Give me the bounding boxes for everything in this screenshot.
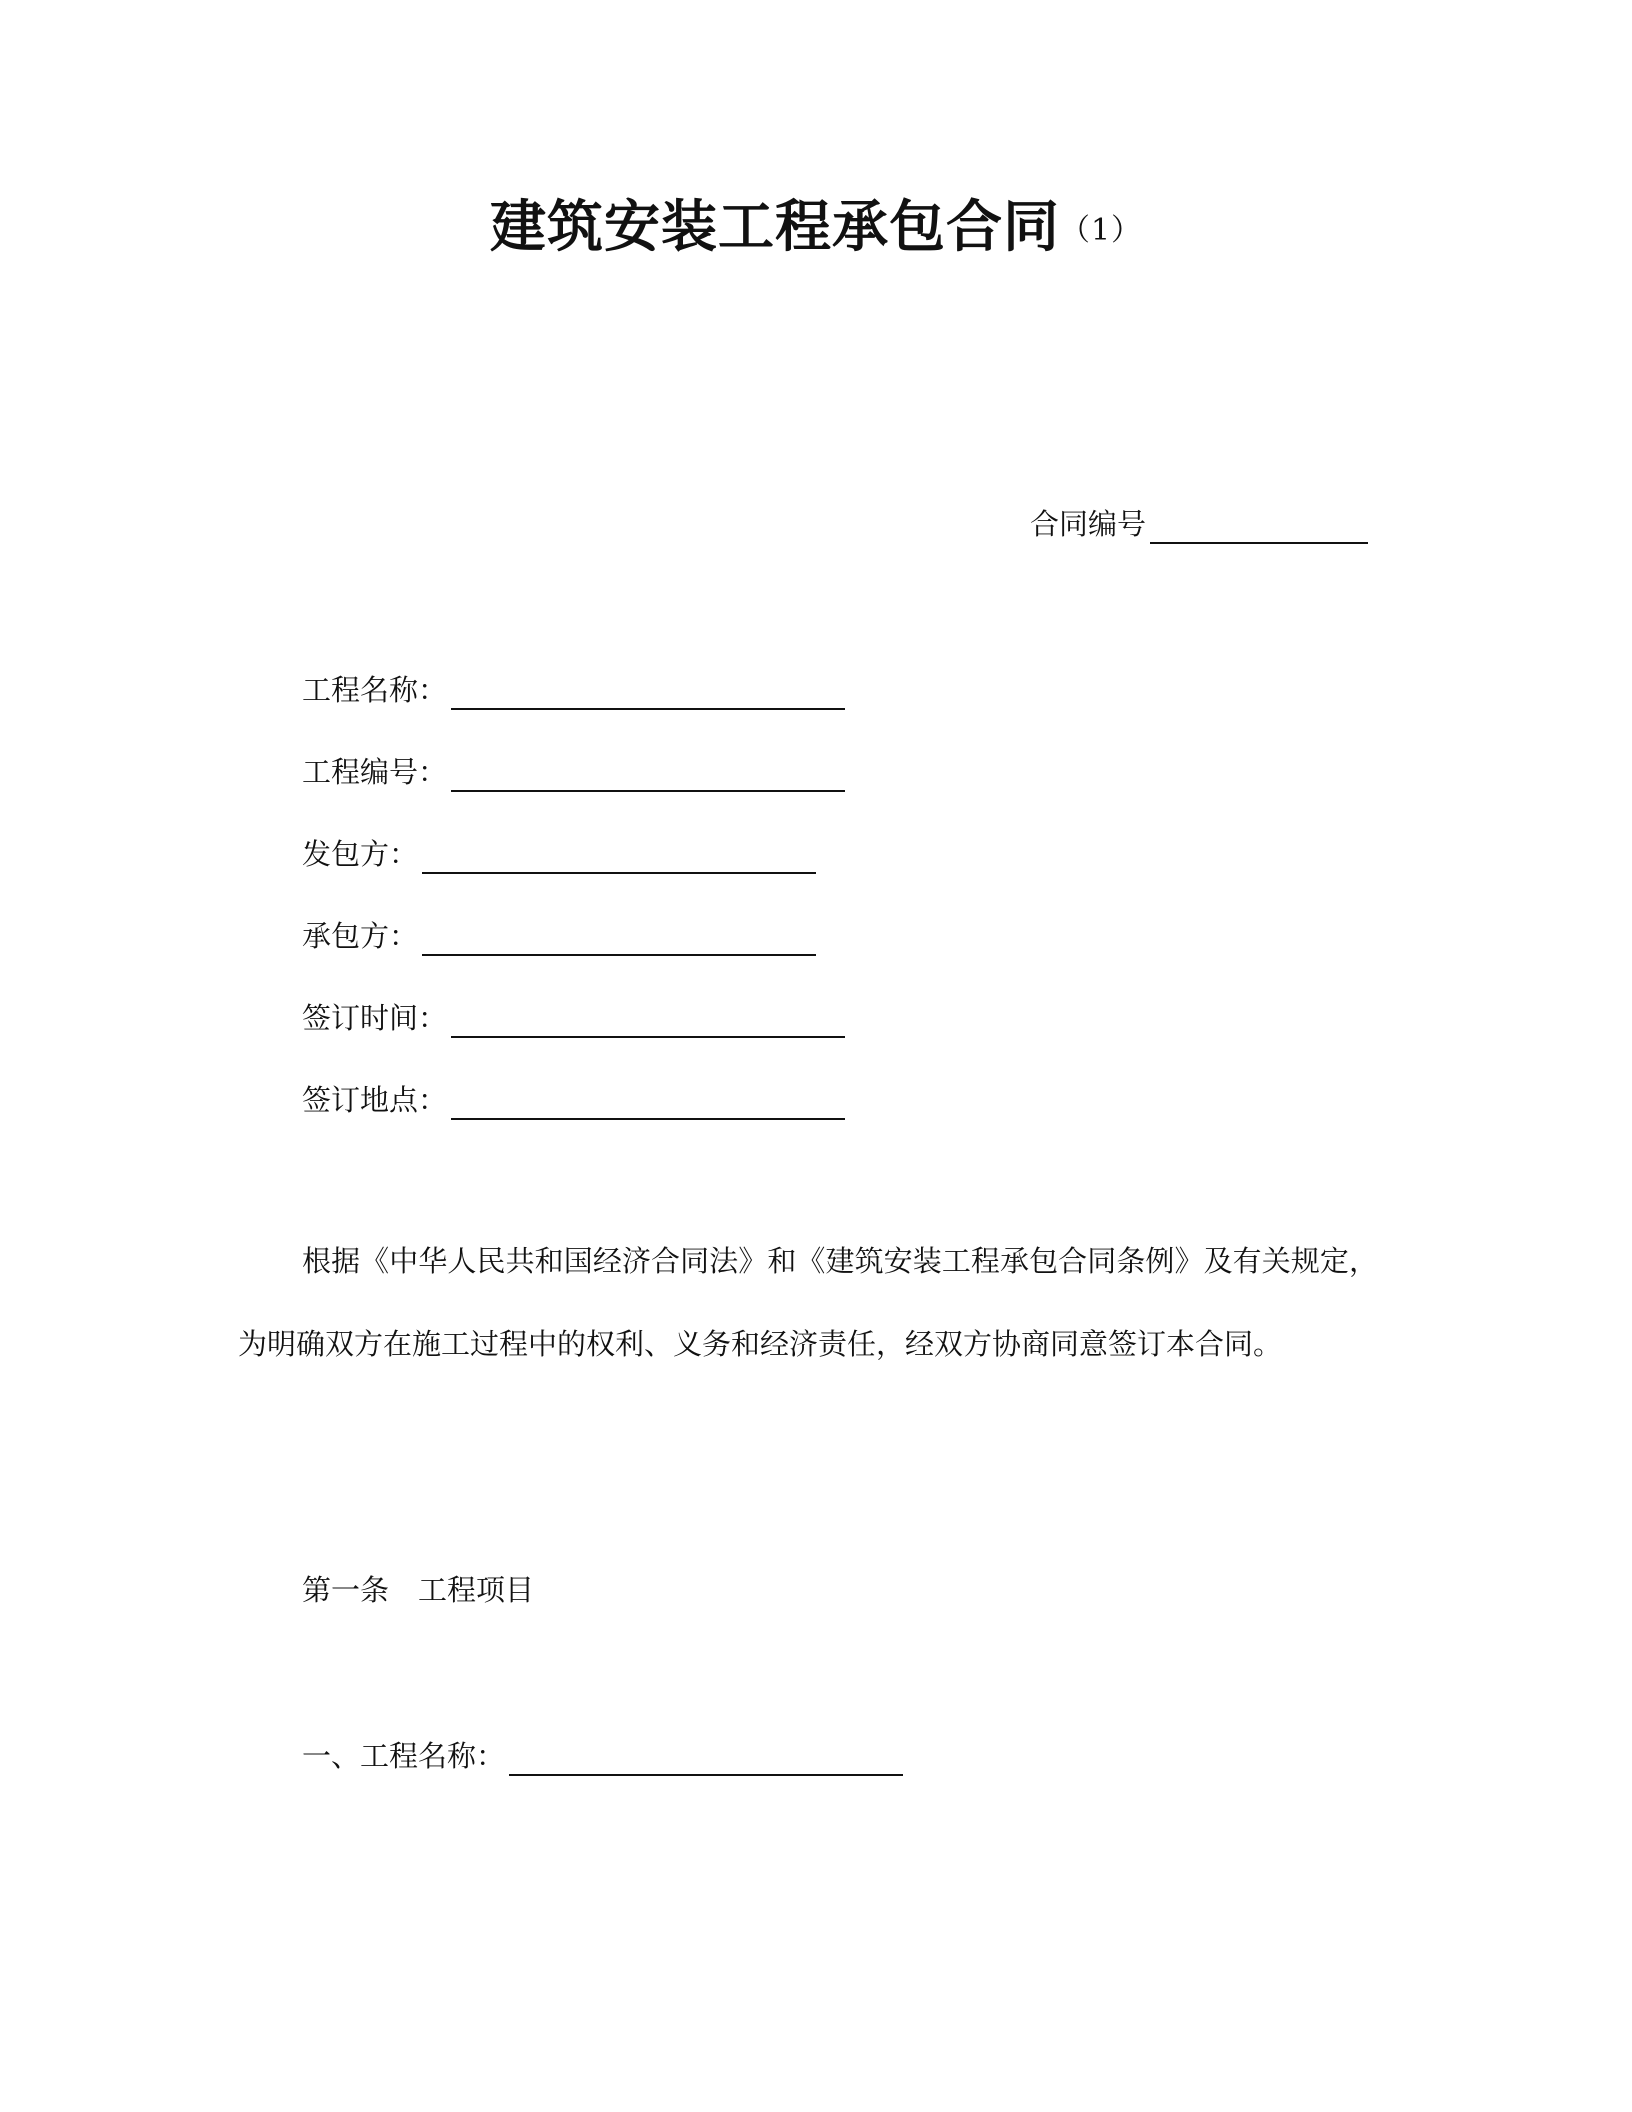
employer-blank[interactable] [422,838,816,874]
signing-time-blank[interactable] [451,1002,845,1038]
field-label: 工程名称： [302,673,448,707]
field-contractor [302,916,816,956]
item-1-project-name-blank[interactable] [509,1740,903,1776]
contract-number-row [1030,504,1368,544]
field-label: 签订地点： [302,1083,448,1117]
project-name-blank[interactable] [451,674,845,710]
field-label: 签订时间： [302,1001,448,1035]
field-signing-time [302,998,845,1038]
title-text: 建筑安装工程承包合同 [489,195,1060,260]
field-label: 发包方： [302,837,419,871]
intro-paragraph: 根据《中华人民共和国经济合同法》和《建筑安装工程承包合同条例》及有关规定，为明确双方在施工过程中的权利、义务和经济责任，经双方协商同意签订本合同。 [238,1244,1378,1361]
field-employer [302,834,816,874]
title-suffix: （1） [1059,213,1143,248]
contractor-blank[interactable] [422,920,816,956]
contract-number-label: 合同编号 [1030,507,1147,541]
field-label: 工程编号： [302,755,448,789]
article-1-heading: 第一条 工程项目 [302,1573,535,1607]
contract-number-blank[interactable] [1150,508,1368,544]
project-number-blank[interactable] [451,756,845,792]
article-1-item-1 [302,1736,903,1776]
field-project-name [302,670,845,710]
signing-place-blank[interactable] [451,1084,845,1120]
field-label: 承包方： [302,919,419,953]
field-signing-place [302,1080,845,1120]
item-label: 一、工程名称： [302,1739,506,1773]
document-title [0,192,1632,267]
field-project-number [302,752,845,792]
